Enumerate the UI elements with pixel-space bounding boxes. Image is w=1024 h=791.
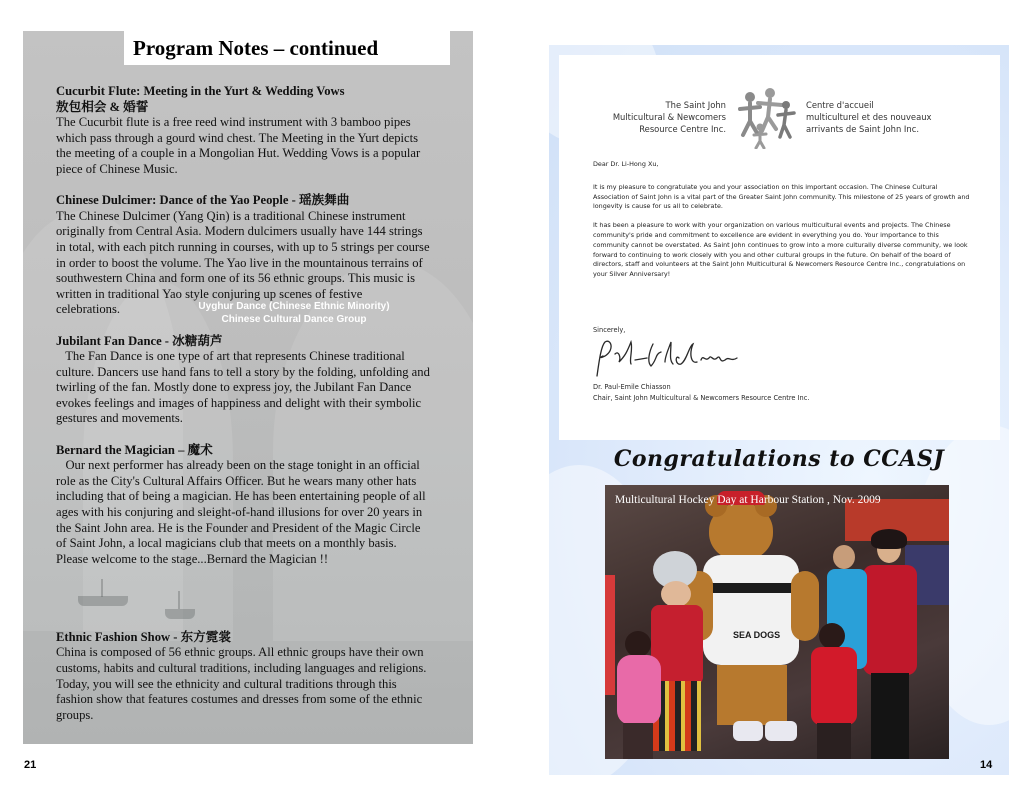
signer-title: Chair, Saint John Multicultural & Newcomers Resource Centre Inc. [593,394,810,402]
text-line: in total, with each pitch running in courses, with up to 5 strings per course [56,239,430,254]
page-title: Program Notes – continued [133,36,379,60]
text-line: originally from Central Asia. Modern dulcimers usually have 144 strings [56,224,423,239]
text-line: role as the City's Cultural Affairs Officer. But he wears many other hats [56,473,417,488]
text-line: the Saint John area. He is the Founder and President of the Magic Circle [56,520,421,535]
letter-paragraph: It is my pleasure to congratulate you and your association on this important occasion. The Chinese Cultural Association of Saint John is a vital part of the Greater Saint John community. This milestone of 25 years of growth and longevity is cause for us all to celebrate. [593,182,970,211]
photo-caption-overlay [172,300,416,326]
org-line: Centre d'accueil [806,100,874,110]
text-line: gestures and movements. [56,411,183,426]
signer-name: Dr. Paul-Emile Chiasson [593,383,671,391]
text-line: Today, you will see the ethnicity and cultural traditions through this [56,676,397,691]
org-line: arrivants de Saint John Inc. [806,124,919,134]
hockey-day-photo [605,485,949,759]
org-name-french [806,99,966,135]
text-line: China is composed of 56 ethnic groups. All ethnic groups have their own [56,645,424,660]
org-line: multiculturel et des nouveaux [806,112,932,122]
signature-icon [591,336,751,380]
text-line: ages with his conjuring and sleight-of-hand illusions for over 20 years in [56,505,423,520]
org-line: Resource Centre Inc. [639,124,726,134]
congratulations-heading: Congratulations to CCASJ [613,446,945,472]
text-line: of Saint John, a local magicians club that meets on a monthly basis. [56,536,397,551]
letter-body [593,160,973,289]
page-number-right: 14 [980,759,993,771]
text-line: southwestern China and form one of its 56 ethnic groups. This music is [56,271,415,286]
section-subtitle: 敖包相会 & 婚誓 [56,99,149,114]
section-title: Chinese Dulcimer: Dance of the Yao People - 瑶族舞曲 [56,193,350,208]
text-line: The Chinese Dulcimer (Yang Qin) is a traditional Chinese instrument [56,208,406,223]
text-line: Please welcome to the stage...Bernard the Magician !! [56,551,329,566]
section-title: Jubilant Fan Dance - 冰糖葫芦 [56,333,223,348]
mascot-shirt-label: SEA DOGS [733,630,781,640]
photo-caption: Multicultural Hockey Day at Harbour Station , Nov. 2009 [615,494,881,506]
text-line: fashion show that features costumes and dresses from some of the ethnic [56,692,423,707]
text-line: culture. Dancers use hand fans to tell a story by the folding, unfolding and [56,364,430,379]
program-notes [56,84,450,723]
text-line: Our next performer has already been on the stage tonight in an official [56,458,420,473]
org-line: Multicultural & Newcomers [612,112,726,122]
text-line: twirling of the fan. Mostly done to express joy, the Jubilant Fan Dance [56,380,412,395]
letter-paragraph: It has been a pleasure to work with your organization on various multicultural events and projects. The Chinese community's pride and commitment to excellence are evident in everything you do. Your importance to this community cannot be overstated. As Saint John continues to grow into a more culturally diverse community, we look forward to continuing to work closely with you and other cultural groups in the future. On behalf of the board of directors, staff and volunteers at the Saint John Multicultural & Newcomers Resource Centre Inc., congratulations on your Silver Anniversary! [593,221,968,279]
org-line: The Saint John [665,100,726,110]
section-title: Cucurbit Flute: Meeting in the Yurt & Wedding Vows [56,84,345,98]
text-line: including that of being a magician. He has been entertaining people of all [56,489,426,504]
section-title: Bernard the Magician – 魔术 [56,442,213,457]
text-line: evokes feelings and images of happiness and delight with their symbolic [56,395,422,410]
text-line: the meeting of a couple in a Mongolian Hut. Wedding Vows is a popular [56,146,421,161]
salutation: Dear Dr. Li-Hong Xu, [593,160,659,168]
text-line: The Fan Dance is one type of art that represents Chinese traditional [56,349,405,364]
page-number-left: 21 [24,759,37,771]
congratulation-letter [559,55,1000,440]
text-line: piece of Chinese Music. [56,161,178,176]
people-logo-icon [736,87,798,149]
caption-line: Chinese Cultural Dance Group [221,314,367,325]
text-line: in order to boost the volume. The Yao live in the mountainous terrains of [56,255,423,270]
signer-block [593,382,809,404]
section-title: Ethnic Fashion Show - 东方霓裳 [56,629,231,644]
text-line: celebrations. [56,302,120,317]
closing: Sincerely, [593,326,626,334]
org-name-english [589,99,726,135]
text-line: The Cucurbit flute is a free reed wind instrument with 3 bamboo pipes [56,115,411,130]
caption-line: Uyghur Dance (Chinese Ethnic Minority) [198,301,390,312]
text-line: which pass through a gourd wind chest. The Meeting in the Yurt depicts [56,130,419,145]
text-line: customs, habits and cultural traditions, including languages and religions. [56,660,427,675]
text-line: written in traditional Yao style conjuring up scenes of festive [56,286,363,301]
text-line: groups. [56,707,94,722]
